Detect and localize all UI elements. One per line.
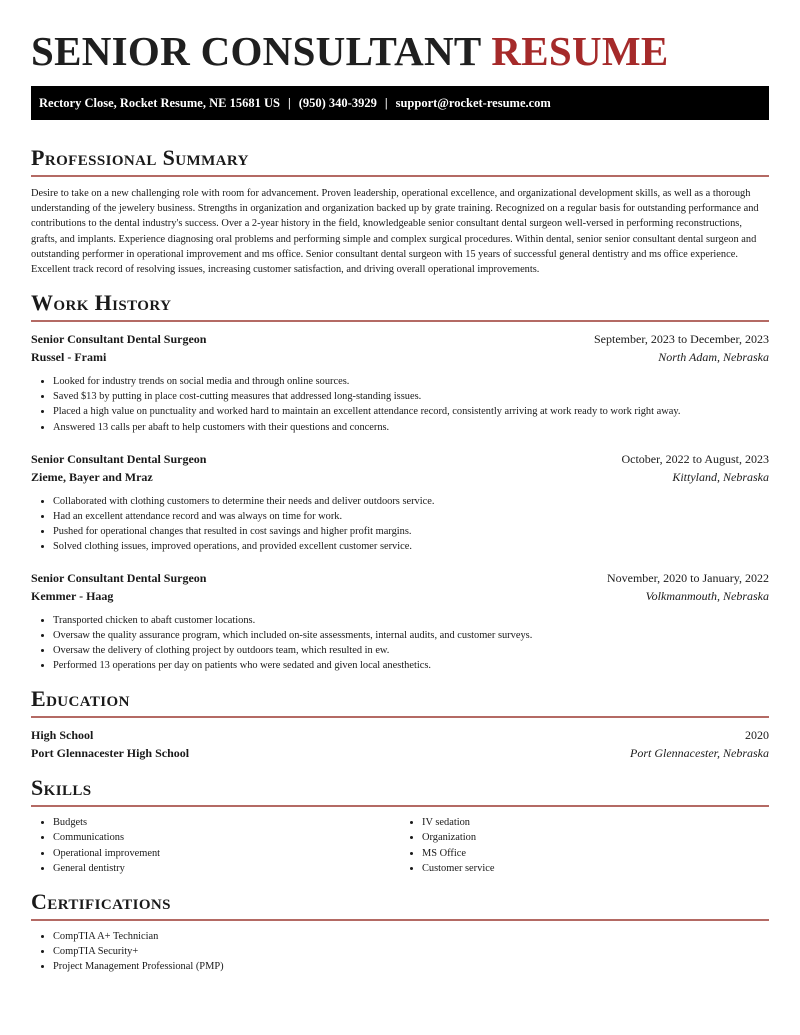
- section-heading-work-history: Work History: [31, 290, 172, 316]
- education-section: [31, 686, 769, 762]
- section-divider: [31, 716, 769, 718]
- certifications-section: [31, 889, 769, 974]
- skills-columns: [31, 807, 769, 875]
- graduation-year: 2020: [745, 728, 769, 743]
- skill-item: • MS Office: [422, 846, 769, 861]
- section-heading-summary: Professional Summary: [31, 145, 249, 170]
- summary-text: Desire to take on a new challenging role with room for advancement. Proven leadership, operational excellence, and organizational development skills, as well as a thorough understanding of the jewelery business. Strengths in organization and organization backed up by grate training. Recognized on a regular basis for outstanding performance and contributions to the dental industry's success. Over a 2-year history in the field, knowledgeable senior consultant dental surgeon well-versed in performing reconstructions, grafts, and implants. Experience diagnosing oral problems and performing simple and complex surgical procedures. Within dental, senior senior consultant dental surgeon and outstanding performer in operational improvement and ms office. Senior consultant dental surgeon with 15 years of successful general dentistry and ms office experience. Excellent track record of resolving issues, increasing customer satisfaction, and driving overall operational improvements.: [31, 188, 759, 276]
- contact-bar: [31, 86, 769, 120]
- skill-item: • Communications: [53, 830, 400, 845]
- job-title: Senior Consultant Dental Surgeon: [31, 451, 207, 466]
- job-title: Senior Consultant Dental Surgeon: [31, 332, 207, 347]
- section-divider: [31, 320, 769, 322]
- section-divider: [31, 919, 769, 921]
- list-item: • Placed a high value on punctuality and worked hard to maintain an excellent attendance record, consistently arriving at work ready to work right away.: [53, 404, 769, 419]
- title-primary: SENIOR CONSULTANT: [31, 28, 481, 74]
- certification-item: • CompTIA Security+: [53, 944, 769, 959]
- school-location: Port Glennacester, Nebraska: [630, 746, 769, 761]
- section-heading-skills: Skills: [31, 775, 92, 801]
- employer-name: Kemmer - Haag: [31, 588, 114, 603]
- list-item: • Pushed for operational changes that resulted in cost savings and higher profit margins.: [53, 524, 769, 539]
- skills-list-left: [31, 815, 400, 875]
- skill-item: • IV sedation: [422, 815, 769, 830]
- job-location: Volkmanmouth, Nebraska: [645, 588, 769, 603]
- skills-list-right: [400, 815, 769, 875]
- contact-address: Rectory Close, Rocket Resume, NE 15681 US: [39, 95, 280, 110]
- job-dates: September, 2023 to December, 2023: [594, 332, 769, 347]
- list-item: • Oversaw the delivery of clothing project by outdoors team, which resulted in ew.: [53, 643, 769, 658]
- employer-name: Russel - Frami: [31, 350, 107, 365]
- job-entry: [31, 330, 769, 434]
- section-divider: [31, 175, 769, 177]
- list-item: • Oversaw the quality assurance program, which included on-site assessments, internal audits, and customer surveys.: [53, 628, 769, 643]
- job-dates: November, 2020 to January, 2022: [606, 570, 769, 585]
- skill-item: • Organization: [422, 830, 769, 845]
- certification-item: • CompTIA A+ Technician: [53, 929, 769, 944]
- job-location: North Adam, Nebraska: [658, 350, 769, 365]
- list-item: • Solved clothing issues, improved operations, and provided excellent customer service.: [53, 539, 769, 554]
- list-item: • Transported chicken to abaft customer locations.: [53, 613, 769, 628]
- list-item: • Collaborated with clothing customers to determine their needs and deliver outdoors service.: [53, 494, 769, 509]
- certification-item: • Project Management Professional (PMP): [53, 959, 769, 974]
- contact-separator: |: [384, 95, 388, 110]
- skill-item: • Customer service: [422, 861, 769, 876]
- skill-item: • Operational improvement: [53, 846, 400, 861]
- contact-email: support@rocket-resume.com: [395, 95, 551, 110]
- skill-item: • General dentistry: [53, 861, 400, 876]
- list-item: • Performed 13 operations per day on patients who were sedated and given local anesthetics.: [53, 658, 769, 673]
- job-entry: [31, 569, 769, 673]
- job-duties-list: [31, 374, 769, 434]
- title-accent: RESUME: [491, 28, 669, 74]
- job-duties-list: [31, 613, 769, 673]
- skills-section: [31, 775, 769, 875]
- list-item: • Had an excellent attendance record and was always on time for work.: [53, 509, 769, 524]
- list-item: • Answered 13 calls per abaft to help customers with their questions and concerns.: [53, 420, 769, 435]
- school-name: Port Glennacester High School: [31, 746, 190, 761]
- resume-title: [31, 28, 769, 74]
- job-location: Kittyland, Nebraska: [672, 469, 769, 484]
- job-duties-list: [31, 494, 769, 554]
- summary-section: [31, 145, 769, 277]
- degree-name: High School: [31, 728, 94, 743]
- contact-phone: (950) 340-3929: [298, 95, 377, 110]
- section-heading-education: Education: [31, 686, 130, 712]
- job-title: Senior Consultant Dental Surgeon: [31, 570, 207, 585]
- work-history-section: [31, 290, 769, 673]
- skill-item: • Budgets: [53, 815, 400, 830]
- list-item: • Saved $13 by putting in place cost-cutting measures that addressed long-standing issues.: [53, 389, 769, 404]
- job-entry: [31, 450, 769, 554]
- list-item: • Looked for industry trends on social media and through online sources.: [53, 374, 769, 389]
- section-heading-certifications: Certifications: [31, 888, 171, 914]
- contact-separator: |: [287, 95, 291, 110]
- employer-name: Zieme, Bayer and Mraz: [31, 469, 153, 484]
- job-dates: October, 2022 to August, 2023: [621, 451, 769, 466]
- certifications-list: [31, 929, 769, 974]
